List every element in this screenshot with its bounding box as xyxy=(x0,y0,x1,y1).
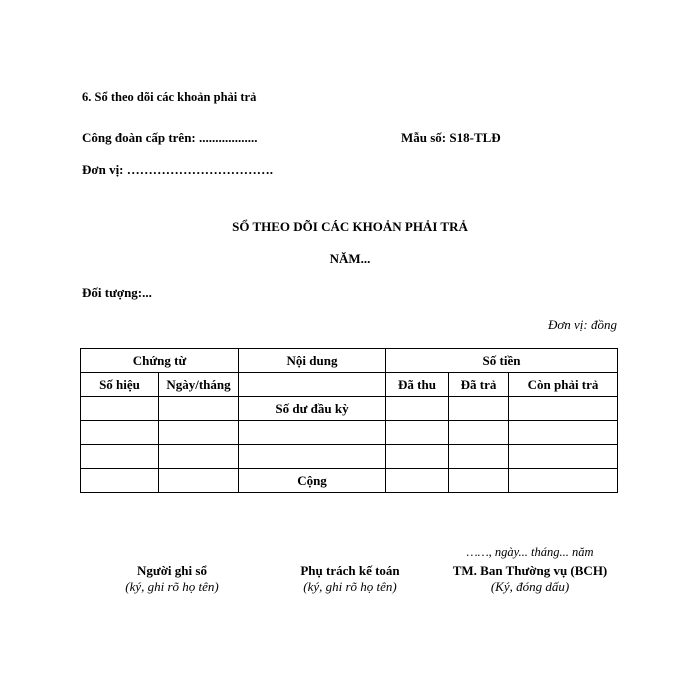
cell xyxy=(509,469,618,493)
total-label: Cộng xyxy=(239,469,386,493)
table-total-row xyxy=(81,469,618,493)
table-row xyxy=(81,397,618,421)
form-code: Mẫu số: S18-TLĐ xyxy=(401,130,501,145)
cell xyxy=(81,397,159,421)
signature-committee xyxy=(430,563,630,595)
table-subheader-row xyxy=(81,373,618,397)
cell xyxy=(449,421,509,445)
year-line: NĂM... xyxy=(329,251,371,266)
cell xyxy=(159,397,239,421)
cell xyxy=(81,445,159,469)
cell xyxy=(509,397,618,421)
cell xyxy=(386,397,449,421)
cell xyxy=(449,445,509,469)
header-collected: Đã thu xyxy=(386,373,449,397)
committee-note: (Ký, đóng dấu) xyxy=(490,579,570,594)
header-content-blank xyxy=(239,373,386,397)
cell xyxy=(449,397,509,421)
committee-title: TM. Ban Thường vụ (BCH) xyxy=(452,563,608,578)
cell xyxy=(509,421,618,445)
unit-field: Đơn vị: ……………………………. xyxy=(82,162,274,177)
currency-unit: Đơn vị: đồng xyxy=(547,317,617,332)
cell xyxy=(239,445,386,469)
cell xyxy=(81,469,159,493)
table-header-row xyxy=(81,349,618,373)
cell xyxy=(449,469,509,493)
header-paid: Đã trả xyxy=(449,373,509,397)
table-row xyxy=(81,421,618,445)
cell xyxy=(81,421,159,445)
header-amount: Số tiền xyxy=(386,349,618,373)
header-number: Số hiệu xyxy=(81,373,159,397)
opening-balance-label: Số dư đầu kỳ xyxy=(239,397,386,421)
recorder-title: Người ghi sổ xyxy=(137,563,207,578)
cell xyxy=(239,421,386,445)
cell xyxy=(159,469,239,493)
header-remaining: Còn phải trả xyxy=(509,373,618,397)
document-title: SỔ THEO DÕI CÁC KHOẢN PHẢI TRẢ xyxy=(232,219,468,234)
recorder-note: (ký, ghi rõ họ tên) xyxy=(125,579,219,594)
cell xyxy=(386,469,449,493)
subject-field: Đối tượng:... xyxy=(82,285,152,300)
accountant-title: Phụ trách kế toán xyxy=(300,563,400,578)
accountant-note: (ký, ghi rõ họ tên) xyxy=(303,579,397,594)
table-row xyxy=(81,445,618,469)
signature-accountant xyxy=(270,563,430,595)
cell xyxy=(386,445,449,469)
section-heading: 6. Sổ theo dõi các khoản phải trả xyxy=(82,90,257,104)
cell xyxy=(386,421,449,445)
date-line: ……, ngày... tháng... năm xyxy=(466,545,594,559)
signature-recorder xyxy=(92,563,252,595)
cell xyxy=(159,445,239,469)
header-content: Nội dung xyxy=(239,349,386,373)
ledger-table xyxy=(80,348,618,493)
header-voucher: Chứng từ xyxy=(81,349,239,373)
header-date: Ngày/tháng xyxy=(159,373,239,397)
upper-union-field: Công đoàn cấp trên: .................. xyxy=(82,130,258,145)
cell xyxy=(159,421,239,445)
cell xyxy=(509,445,618,469)
